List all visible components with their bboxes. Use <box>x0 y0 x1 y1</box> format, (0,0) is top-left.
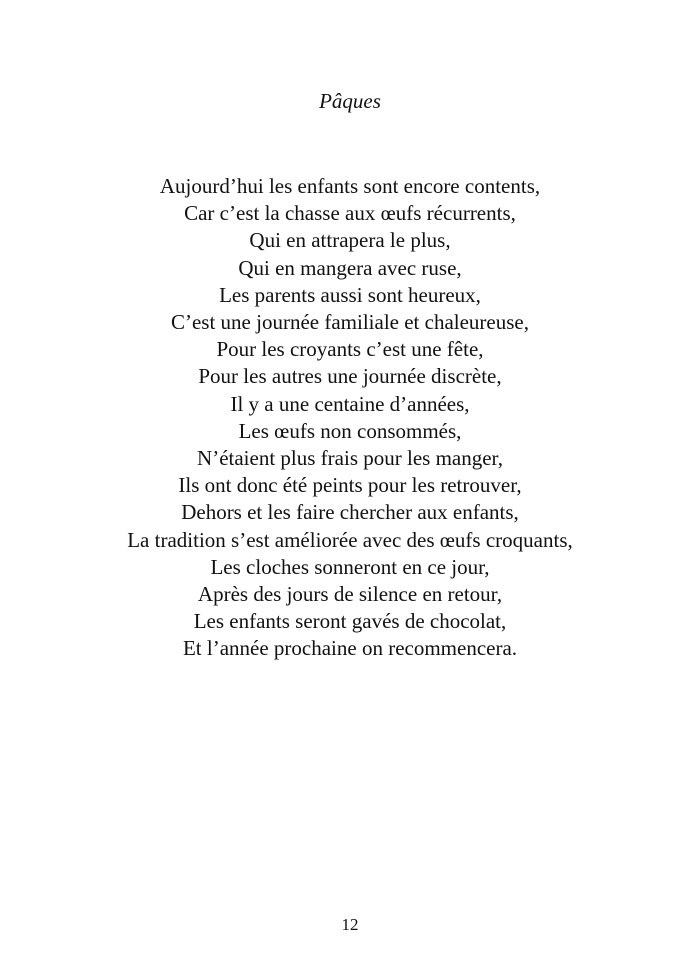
page-number: 12 <box>341 915 359 934</box>
poem-body <box>0 173 700 663</box>
poem-line: Aujourd’hui les enfants sont encore contents, <box>159 174 541 198</box>
poem-line: La tradition s’est améliorée avec des œufs croquants, <box>127 527 573 552</box>
poem-line: Qui en mangera avec ruse, <box>238 255 462 280</box>
poem-line: Et l’année prochaine on recommencera. <box>182 636 518 661</box>
poem-line: Qui en attrapera le plus, <box>249 228 451 253</box>
poem-line: Car c’est la chasse aux œufs récurrents, <box>184 201 516 226</box>
poem-title: Pâques <box>319 89 381 113</box>
poem-line: Dehors et les faire chercher aux enfants, <box>181 500 519 525</box>
poem-line: Ils ont donc été peints pour les retrouver, <box>178 473 522 498</box>
poem-line: Les parents aussi sont heureux, <box>219 282 481 307</box>
poem-line: Pour les croyants c’est une fête, <box>216 337 484 362</box>
poem-line: Les œufs non consommés, <box>238 418 462 443</box>
poem-line: N’étaient plus frais pour les manger, <box>197 446 503 471</box>
poem-line: C’est une journée familiale et chaleureuse, <box>170 310 529 335</box>
poem-line: Les enfants seront gavés de chocolat, <box>193 609 507 634</box>
poem-line: Les cloches sonneront en ce jour, <box>210 554 490 579</box>
poem-line: Pour les autres une journée discrète, <box>198 364 502 389</box>
poem-line: Après des jours de silence en retour, <box>197 582 503 607</box>
poem-line: Il y a une centaine d’années, <box>230 391 470 416</box>
